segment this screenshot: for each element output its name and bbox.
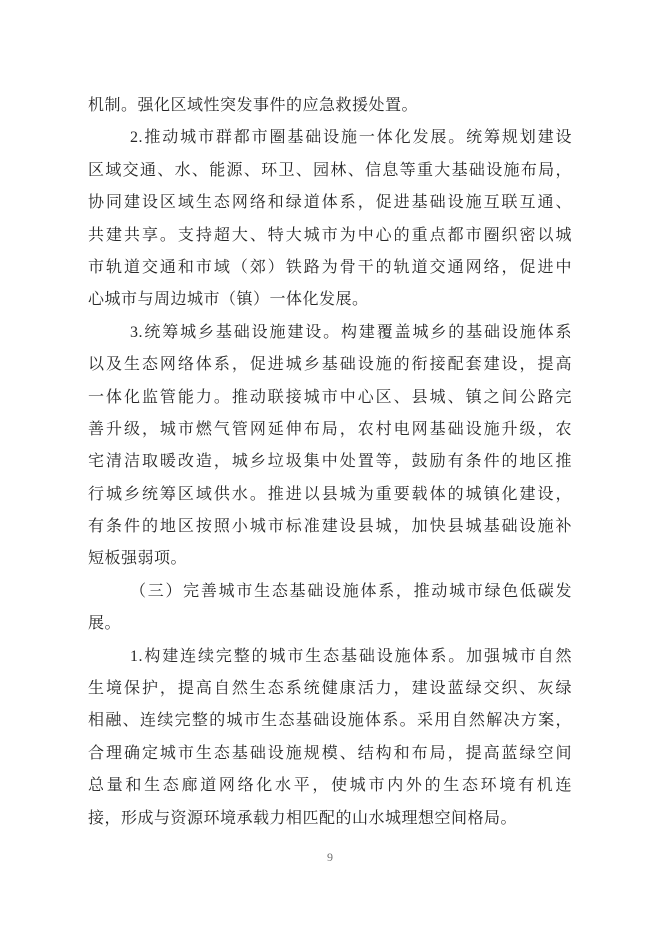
page-number: 9 <box>327 850 333 864</box>
text-line: 展。 <box>88 615 122 633</box>
text-line: 短板强弱项。 <box>88 550 188 568</box>
text-line: 相融、连续完整的城市生态基础设施体系。采用自然解决方案， <box>88 712 572 730</box>
document-body <box>88 90 572 835</box>
text-line: 2.推动城市群都市圈基础设施一体化发展。统筹规划建设 <box>130 129 572 147</box>
text-line: 生境保护，提高自然生态系统健康活力，建设蓝绿交织、灰绿 <box>88 680 572 698</box>
text-line: （三）完善城市生态基础设施体系，推动城市绿色低碳发 <box>130 582 572 600</box>
text-line: 宅清洁取暖改造，城乡垃圾集中处置等，鼓励有条件的地区推 <box>88 453 572 471</box>
text-line: 1.构建连续完整的城市生态基础设施体系。加强城市自然 <box>130 647 572 665</box>
text-line: 行城乡统筹区域供水。推进以县城为重要载体的城镇化建设， <box>88 485 572 503</box>
text-line: 心城市与周边城市（镇）一体化发展。 <box>88 291 369 309</box>
text-line: 总量和生态廊道网络化水平，使城市内外的生态环境有机连 <box>88 777 572 795</box>
page-footer <box>0 850 660 865</box>
text-line: 有条件的地区按照小城市标准建设县城，加快县城基础设施补 <box>88 518 572 536</box>
text-line: 善升级，城市燃气管网延伸布局，农村电网基础设施升级，农 <box>88 420 572 438</box>
text-line: 市轨道交通和市域（郊）铁路为骨干的轨道交通网络，促进中 <box>88 258 572 276</box>
text-line: 接，形成与资源环境承载力相匹配的山水城理想空间格局。 <box>88 809 518 827</box>
text-line: 以及生态网络体系，促进城乡基础设施的衔接配套建设，提高 <box>88 356 572 374</box>
text-line: 机制。强化区域性突发事件的应急救援处置。 <box>88 97 419 114</box>
text-line: 协同建设区域生态网络和绿道体系，促进基础设施互联互通、 <box>88 194 572 212</box>
text-line: 合理确定城市生态基础设施规模、结构和布局，提高蓝绿空间 <box>88 744 572 762</box>
text-line: 一体化监管能力。推动联接城市中心区、县城、镇之间公路完 <box>88 388 572 406</box>
text-line: 共建共享。支持超大、特大城市为中心的重点都市圈织密以城 <box>88 226 572 244</box>
text-line: 3.统筹城乡基础设施建设。构建覆盖城乡的基础设施体系 <box>130 323 572 341</box>
text-line: 区域交通、水、能源、环卫、园林、信息等重大基础设施布局， <box>88 161 572 179</box>
